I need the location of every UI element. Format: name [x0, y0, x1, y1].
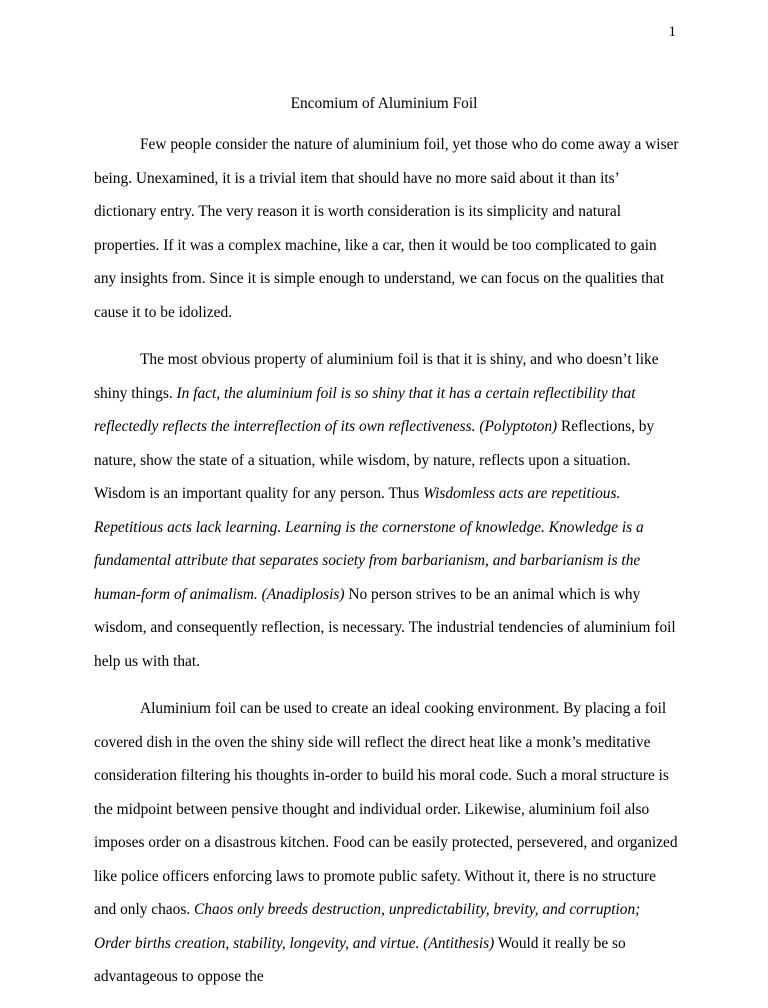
paragraph-3 [94, 692, 679, 994]
italic-example-anadiplosis: Wisdomless acts are repetitious. Repetitious acts lack learning. Learning is the cornerstone of knowledge. Knowledge is a fundamental attribute that separates society from barbarianism, and barbarianism is the human-form of animalism. (Anadiplosis) [94, 485, 644, 603]
italic-example-antithesis: Chaos only breeds destruction, unpredictability, brevity, and corruption; Order births creation, stability, longevity, and virtue. (Antithesis) [94, 901, 641, 952]
paragraph-2 [94, 343, 679, 678]
document-body [94, 128, 679, 1008]
page-number: 1 [668, 24, 676, 40]
text-segment: Few people consider the nature of aluminium foil, yet those who do come away a wiser being. Unexamined, it is a trivial item that should have no more said about it than its’ dictionary entry. The very reason it is worth consideration is its simplicity and natural properties. If it was a complex machine, like a car, then it would be too complicated to gain any insights from. Since it is simple enough to understand, we can focus on the qualities that cause it to be idolized. [94, 136, 679, 321]
text-segment: The most obvious property of aluminium foil is that it is shiny, and who doesn’t like shiny things. [94, 351, 659, 402]
italic-example-polyptoton: In fact, the aluminium foil is so shiny that it has a certain reflectibility that reflectedly reflects the interreflection of its own reflectiveness. (Polyptoton) [94, 384, 636, 435]
paragraph-1 [94, 128, 679, 329]
text-segment: No person strives to be an animal which is why wisdom, and consequently reflection, is necessary. The industrial tendencies of aluminium foil help us with that. [94, 585, 676, 670]
document-title: Encomium of Aluminium Foil [290, 95, 478, 112]
text-segment: Reflections, by nature, show the state of a situation, while wisdom, by nature, reflects upon a situation. Wisdom is an important quality for any person. Thus [94, 418, 655, 502]
text-segment: Would it really be so advantageous to oppose the [94, 934, 626, 985]
text-segment: Aluminium foil can be used to create an ideal cooking environment. By placing a foil covered dish in the oven the shiny side will reflect the direct heat like a monk’s meditative consideration filtering his thoughts in-order to build his moral code. Such a moral structure is the midpoint between pensive thought and individual order. Likewise, aluminium foil also imposes order on a disastrous kitchen. Food can be easily protected, persevered, and organized like police officers enforcing laws to promote public safety. Without it, there is no structure and only chaos. [94, 700, 678, 918]
